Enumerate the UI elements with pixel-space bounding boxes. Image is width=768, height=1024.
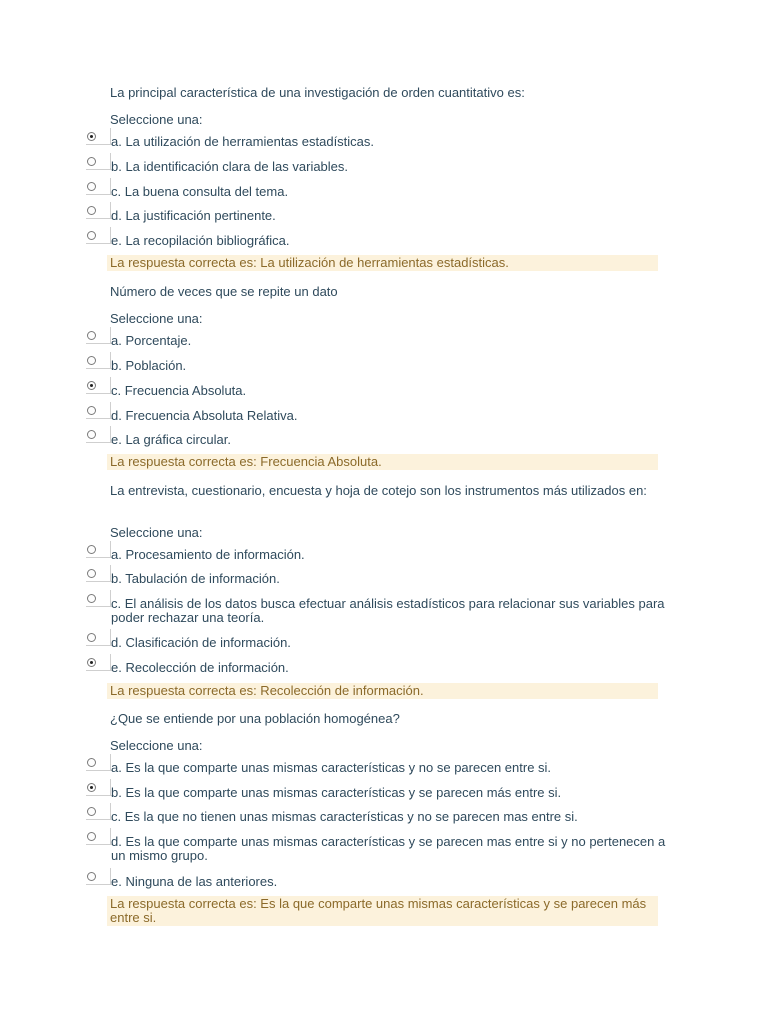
option-divider (86, 343, 112, 344)
option-divider (86, 144, 112, 145)
option-divider (86, 581, 112, 582)
option-b[interactable] (86, 356, 686, 376)
option-divider (86, 393, 112, 394)
radio-button[interactable] (87, 758, 96, 767)
option-divider (86, 795, 112, 796)
option-a[interactable] (86, 545, 686, 565)
radio-button[interactable] (87, 594, 96, 603)
radio-button-selected[interactable] (87, 132, 96, 141)
option-b[interactable] (86, 569, 686, 589)
option-b[interactable] (86, 783, 686, 803)
option-a[interactable] (86, 132, 686, 152)
question-text: Número de veces que se repite un dato (110, 284, 338, 299)
radio-button[interactable] (87, 356, 96, 365)
option-label: a. La utilización de herramientas estadísticas. (111, 134, 375, 149)
option-divider (86, 770, 112, 771)
question-text: La entrevista, cuestionario, encuesta y hoja de cotejo son los instrumentos más utilizados en: (110, 483, 647, 498)
option-label: c. Es la que no tienen unas mismas características y no se parecen mas entre si. (111, 809, 578, 824)
question-text: La principal característica de una investigación de orden cuantitativo es: (110, 85, 525, 100)
option-divider (86, 368, 112, 369)
option-e[interactable] (86, 872, 686, 892)
radio-button-selected[interactable] (87, 783, 96, 792)
option-divider (86, 606, 112, 607)
option-label: c. El análisis de los datos busca efectuar análisis estadísticos para relacionar sus variables para poder rechazar una teoría. (111, 596, 665, 625)
radio-button[interactable] (87, 430, 96, 439)
option-b[interactable] (86, 157, 686, 177)
option-d[interactable] (86, 633, 686, 653)
option-divider (86, 819, 112, 820)
select-one-prompt: Seleccione una: (110, 738, 203, 753)
option-e[interactable] (86, 231, 686, 251)
option-c[interactable] (86, 594, 686, 625)
correct-answer-feedback: La respuesta correcta es: Frecuencia Absoluta. (107, 454, 658, 470)
option-e[interactable] (86, 658, 686, 678)
option-label: b. Tabulación de información. (111, 571, 280, 586)
option-label: d. La justificación pertinente. (111, 208, 276, 223)
correct-answer-feedback: La respuesta correcta es: La utilización de herramientas estadísticas. (107, 255, 658, 271)
option-c[interactable] (86, 807, 686, 827)
select-one-prompt: Seleccione una: (110, 112, 203, 127)
option-label: a. Procesamiento de información. (111, 547, 305, 562)
radio-button[interactable] (87, 331, 96, 340)
option-label: b. Población. (111, 358, 187, 373)
correct-answer-feedback: La respuesta correcta es: Recolección de información. (107, 683, 658, 699)
option-label: c. Frecuencia Absoluta. (111, 383, 247, 398)
radio-button-selected[interactable] (87, 381, 96, 390)
option-d[interactable] (86, 406, 686, 426)
radio-button[interactable] (87, 545, 96, 554)
option-divider (86, 169, 112, 170)
radio-button[interactable] (87, 231, 96, 240)
option-divider (86, 194, 112, 195)
select-one-prompt: Seleccione una: (110, 311, 203, 326)
option-divider (86, 844, 112, 845)
option-label: d. Es la que comparte unas mismas características y se parecen mas entre si y no pertenecen a un mismo grupo. (111, 834, 666, 863)
option-divider (86, 645, 112, 646)
option-d[interactable] (86, 832, 686, 863)
question-text: ¿Que se entiende por una población homogénea? (110, 711, 400, 726)
option-label: c. La buena consulta del tema. (111, 184, 289, 199)
option-label: b. Es la que comparte unas mismas características y se parecen más entre si. (111, 785, 562, 800)
option-c[interactable] (86, 182, 686, 202)
radio-button[interactable] (87, 832, 96, 841)
option-a[interactable] (86, 758, 686, 778)
correct-answer-feedback: La respuesta correcta es: Es la que comparte unas mismas características y se parecen más entre si. (107, 896, 658, 926)
option-divider (86, 557, 112, 558)
radio-button[interactable] (87, 872, 96, 881)
radio-button[interactable] (87, 406, 96, 415)
radio-button[interactable] (87, 633, 96, 642)
option-label: d. Clasificación de información. (111, 635, 291, 650)
radio-button-selected[interactable] (87, 658, 96, 667)
option-c[interactable] (86, 381, 686, 401)
option-divider (86, 442, 112, 443)
radio-button[interactable] (87, 206, 96, 215)
radio-button[interactable] (87, 807, 96, 816)
option-divider (86, 218, 112, 219)
option-divider (86, 243, 112, 244)
option-divider (86, 418, 112, 419)
option-label: b. La identificación clara de las variables. (111, 159, 349, 174)
option-label: e. Recolección de información. (111, 660, 289, 675)
radio-button[interactable] (87, 569, 96, 578)
option-d[interactable] (86, 206, 686, 226)
option-divider (86, 670, 112, 671)
option-label: d. Frecuencia Absoluta Relativa. (111, 408, 298, 423)
option-a[interactable] (86, 331, 686, 351)
select-one-prompt: Seleccione una: (110, 525, 203, 540)
option-divider (86, 884, 112, 885)
option-label: e. La recopilación bibliográfica. (111, 233, 290, 248)
radio-button[interactable] (87, 182, 96, 191)
option-label: a. Porcentaje. (111, 333, 192, 348)
option-label: e. La gráfica circular. (111, 432, 231, 447)
option-label: e. Ninguna de las anteriores. (111, 874, 278, 889)
radio-button[interactable] (87, 157, 96, 166)
option-e[interactable] (86, 430, 686, 450)
option-label: a. Es la que comparte unas mismas características y no se parecen entre si. (111, 760, 552, 775)
